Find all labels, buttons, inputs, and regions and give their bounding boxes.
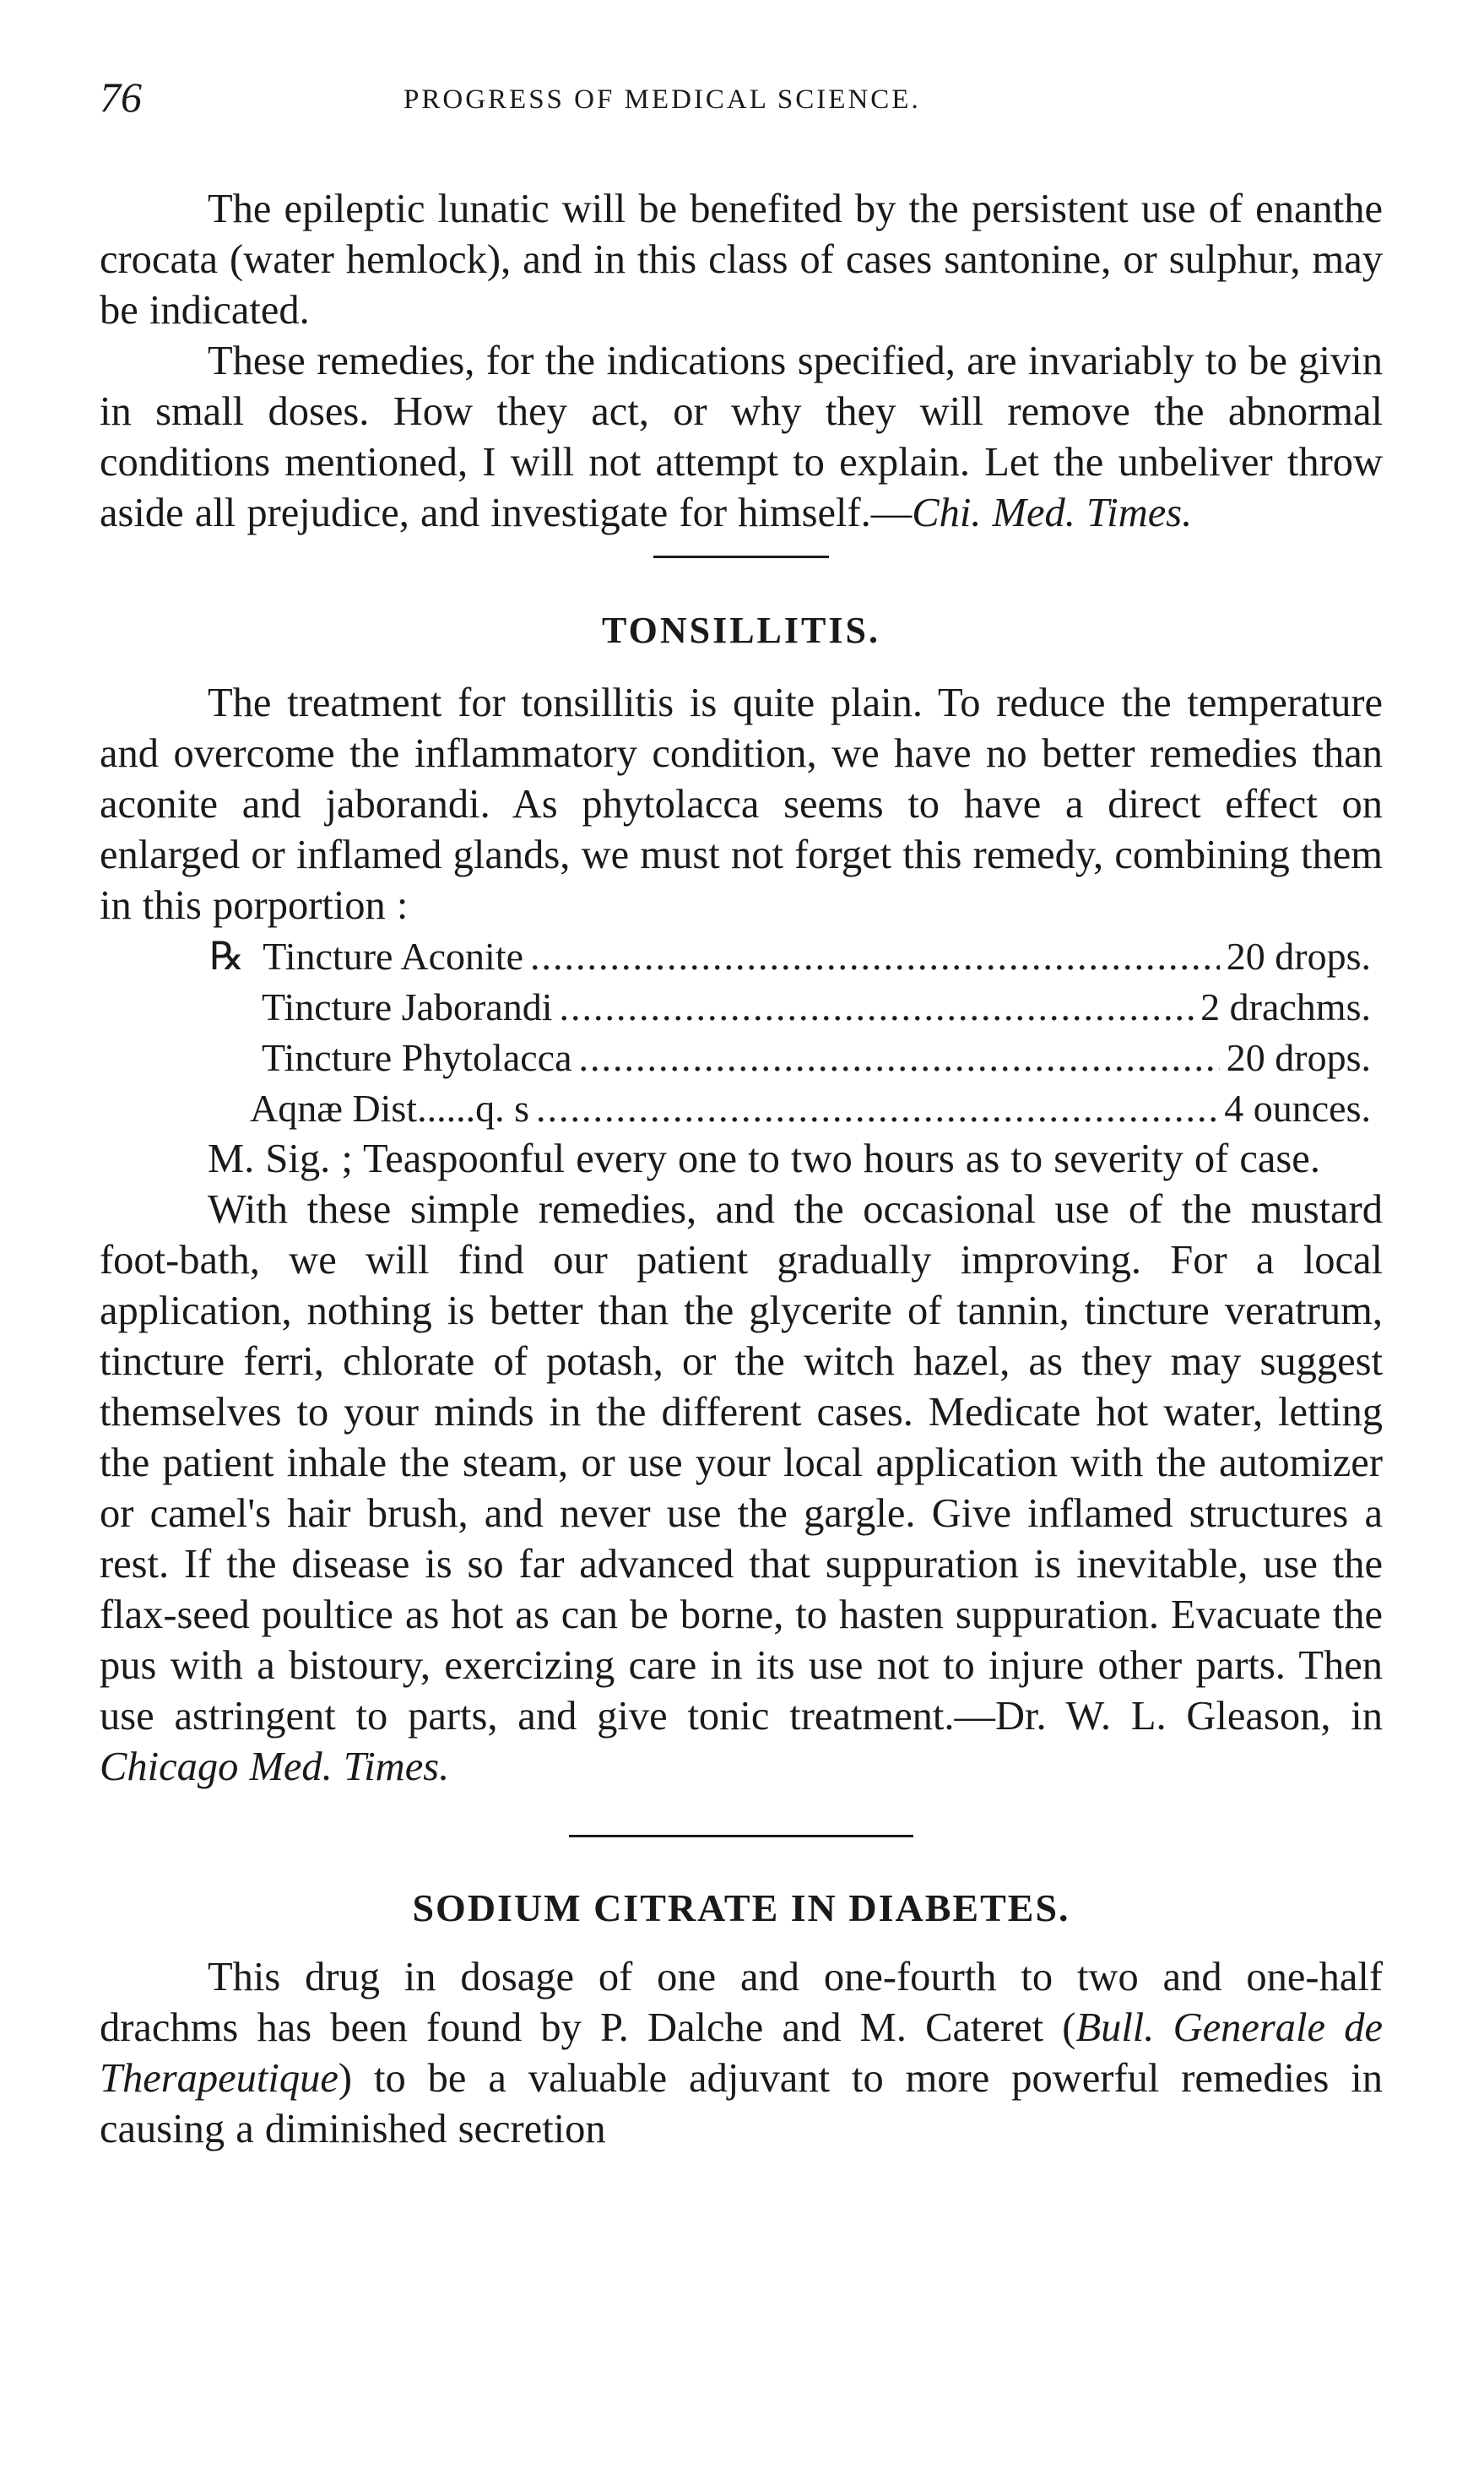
prescription-ingredient: Tincture Phytolacca xyxy=(262,1036,572,1079)
section-divider-2 xyxy=(569,1835,913,1837)
intro-paragraph-2 xyxy=(100,336,1383,539)
sodium-paragraph-1-text-a: This drug in dosage of one and one-fourth to two and one-half drachms has been found by P. Dalche and M. Cateret ( xyxy=(100,1955,1383,2050)
prescription-ingredient: Aqnæ Dist......q. s xyxy=(250,1087,529,1130)
prescription-line xyxy=(100,1033,1383,1083)
prescription-list xyxy=(100,931,1383,1134)
leader-dots xyxy=(579,1033,1220,1083)
tonsillitis-paragraph-3-text: With these simple remedies, and the occasional use of the mustard foot-bath, we will find our patient gradually improving. For a local application, nothing is better than the glycerite of tannin, tincture veratrum, tincture ferri, chlorate of potash, or the witch hazel, as they may suggest themselves to your minds in the different cases. Medicate hot water, letting the patient inhale the steam, or use your local application with the automizer or camel's hair brush, and never use the gargle. Give inflamed structures a rest. If the disease is so far advanced that suppuration is inevitable, use the flax-seed poultice as hot as can be borne, to hasten suppuration. Evacuate the pus with a bistoury, exercizing care in its use not to injure other parts. Then use astringent to parts, and give tonic treatment.—Dr. W. L. Gleason, in xyxy=(100,1187,1383,1739)
page-header xyxy=(100,73,1383,132)
leader-dots xyxy=(530,931,1220,982)
leader-dots xyxy=(536,1083,1217,1134)
prescription-ingredient: Tincture Jaborandi xyxy=(262,985,553,1028)
sodium-source-citation: Bull. Generale de Therapeutique xyxy=(100,2005,1383,2101)
intro-paragraph-2-text: These remedies, for the indications specified, are invariably to be givin in small doses. How they act, or why they will remove the abnormal conditions mentioned, I will not attempt to explain. Let the unbeliver throw aside all prejudice, and investigate for himself.— xyxy=(100,339,1383,535)
prescription-quantity: 20 drops. xyxy=(1226,1036,1371,1079)
recipe-symbol-icon: ℞ xyxy=(209,935,245,978)
page-number: 76 xyxy=(100,73,142,121)
prescription-quantity: 4 ounces. xyxy=(1224,1087,1371,1130)
sodium-paragraph-1-text-b: ) to be a valuable adjuvant to more powerful remedies in causing a diminished secretion xyxy=(100,2056,1383,2151)
prescription-line xyxy=(100,1083,1383,1134)
section-title-sodium-citrate: SODIUM CITRATE IN DIABETES. xyxy=(412,1886,1070,1929)
sodium-paragraph-1 xyxy=(100,1952,1383,2155)
document-page xyxy=(100,73,1383,2155)
prescription-quantity: 2 drachms. xyxy=(1200,985,1371,1028)
tonsillitis-paragraph-2: M. Sig. ; Teaspoonful every one to two hours as to severity of case. xyxy=(208,1137,1320,1181)
running-title: PROGRESS OF MEDICAL SCIENCE. xyxy=(403,84,921,115)
prescription-quantity: 20 drops. xyxy=(1226,935,1371,978)
tonsillitis-source-citation: Chicago Med. Times. xyxy=(100,1744,450,1789)
prescription-ingredient: ℞ Tincture Aconite xyxy=(209,935,524,978)
section-divider-1 xyxy=(653,556,829,558)
tonsillitis-paragraph-3 xyxy=(100,1185,1383,1793)
intro-paragraph-1: The epileptic lunatic will be benefited by the persistent use of enanthe crocata (water hemlock), and in this class of cases santonine, or sulphur, may be indicated. xyxy=(100,187,1383,333)
section-title-tonsillitis: TONSILLITIS. xyxy=(602,610,880,651)
prescription-line xyxy=(100,982,1383,1033)
leader-dots xyxy=(560,982,1194,1033)
intro-source-citation: Chi. Med. Times. xyxy=(912,491,1193,535)
prescription-line xyxy=(100,931,1383,982)
tonsillitis-paragraph-1: The treatment for tonsillitis is quite plain. To reduce the temperature and overcome the inflammatory condition, we have no better remedies than aconite and jaborandi. As phytolacca seems to have a direct effect on enlarged or inflamed glands, we must not forget this remedy, combining them in this porportion : xyxy=(100,681,1383,928)
